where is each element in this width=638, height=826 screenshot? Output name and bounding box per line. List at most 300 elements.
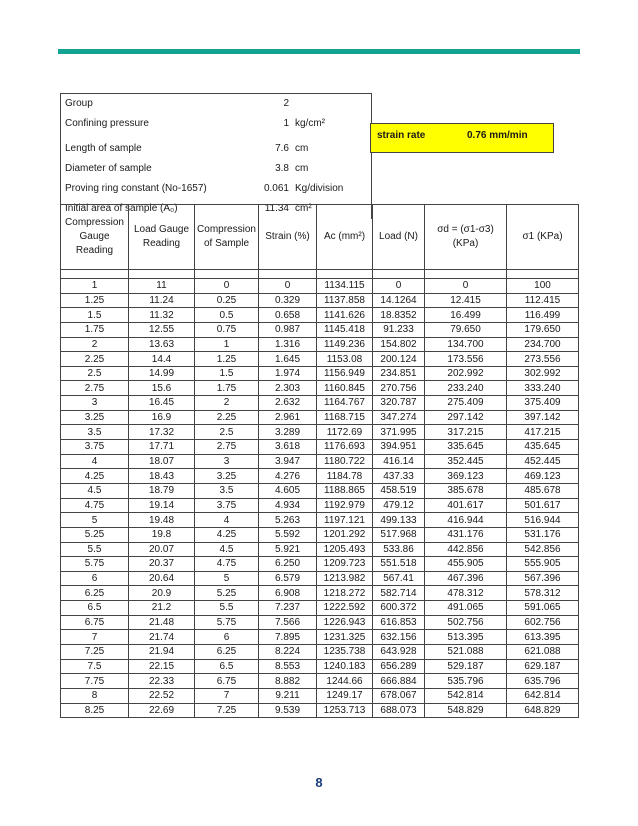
table-cell: 7.25: [195, 703, 259, 718]
table-cell: 134.700: [425, 337, 507, 352]
column-header: Load (N): [373, 205, 425, 270]
table-cell: 6.5: [195, 659, 259, 674]
table-cell: 4: [195, 513, 259, 528]
table-row: [61, 542, 579, 557]
table-cell: 3.618: [259, 440, 317, 455]
triaxial-data-table: [60, 204, 579, 718]
info-row-group: [61, 94, 371, 114]
table-cell: 3.75: [61, 440, 129, 455]
table-row: [61, 469, 579, 484]
table-cell: 6.5: [61, 601, 129, 616]
table-cell: 21.94: [129, 645, 195, 660]
table-row: [61, 630, 579, 645]
table-cell: 435.645: [507, 440, 579, 455]
table-cell: 542.814: [425, 688, 507, 703]
table-cell: 431.176: [425, 527, 507, 542]
table-cell: 1218.272: [317, 586, 373, 601]
table-cell: 3.289: [259, 425, 317, 440]
column-header: Compression of Sample: [195, 205, 259, 270]
column-header: Ac (mm²): [317, 205, 373, 270]
table-cell: 567.396: [507, 571, 579, 586]
table-cell: 2.75: [61, 381, 129, 396]
table-cell: 173.556: [425, 352, 507, 367]
table-cell: 270.756: [373, 381, 425, 396]
table-cell: 2.5: [195, 425, 259, 440]
info-value: 7.6: [275, 142, 289, 154]
table-cell: 19.14: [129, 498, 195, 513]
table-cell: 516.944: [507, 513, 579, 528]
page-number: 8: [315, 775, 323, 790]
table-cell: 0.658: [259, 308, 317, 323]
table-cell: 6.25: [61, 586, 129, 601]
table-row: [61, 440, 579, 455]
table-cell: 16.499: [425, 308, 507, 323]
table-row: [61, 293, 579, 308]
table-cell: 20.64: [129, 571, 195, 586]
table-cell: 5: [195, 571, 259, 586]
table-cell: 5.921: [259, 542, 317, 557]
table-cell: 9.211: [259, 688, 317, 703]
table-row: [61, 483, 579, 498]
table-cell: 91.233: [373, 322, 425, 337]
table-cell: 1180.722: [317, 454, 373, 469]
column-header: σd = (σ1-σ3) (KPa): [425, 205, 507, 270]
table-row: [61, 396, 579, 411]
table-cell: 5.75: [61, 557, 129, 572]
table-cell: 1244.66: [317, 674, 373, 689]
table-cell: 1.25: [61, 293, 129, 308]
table-cell: 442.856: [425, 542, 507, 557]
table-cell: 397.142: [507, 410, 579, 425]
table-cell: 1134.115: [317, 279, 373, 294]
table-cell: 1172.69: [317, 425, 373, 440]
info-label: Group: [65, 98, 93, 109]
table-cell: 6: [61, 571, 129, 586]
table-cell: 401.617: [425, 498, 507, 513]
table-cell: 2.25: [61, 352, 129, 367]
table-cell: 531.176: [507, 527, 579, 542]
spacer-cell: [259, 270, 317, 279]
table-cell: 666.884: [373, 674, 425, 689]
table-cell: 14.4: [129, 352, 195, 367]
table-cell: 2.75: [195, 440, 259, 455]
table-row: [61, 703, 579, 718]
info-row-proving-ring: [61, 179, 371, 199]
table-cell: 4: [61, 454, 129, 469]
table-cell: 1201.292: [317, 527, 373, 542]
table-cell: 1188.865: [317, 483, 373, 498]
table-cell: 347.274: [373, 410, 425, 425]
table-cell: 352.445: [425, 454, 507, 469]
table-cell: 6.250: [259, 557, 317, 572]
table-cell: 9.539: [259, 703, 317, 718]
table-cell: 5: [61, 513, 129, 528]
table-cell: 1222.592: [317, 601, 373, 616]
table-cell: 21.2: [129, 601, 195, 616]
table-row: [61, 513, 579, 528]
info-unit: cm²: [295, 203, 312, 215]
table-row: [61, 498, 579, 513]
info-value: 1: [283, 118, 289, 130]
table-cell: 7: [195, 688, 259, 703]
table-cell: 7: [61, 630, 129, 645]
table-cell: 12.415: [425, 293, 507, 308]
table-row: [61, 674, 579, 689]
info-unit: Kg/division: [295, 183, 344, 195]
table-cell: 234.700: [507, 337, 579, 352]
table-cell: 479.12: [373, 498, 425, 513]
table-cell: 467.396: [425, 571, 507, 586]
table-cell: 3: [61, 396, 129, 411]
table-cell: 0.25: [195, 293, 259, 308]
column-header: Strain (%): [259, 205, 317, 270]
table-cell: 642.814: [507, 688, 579, 703]
table-cell: 1235.738: [317, 645, 373, 660]
table-cell: 1168.715: [317, 410, 373, 425]
table-cell: 1184.78: [317, 469, 373, 484]
table-cell: 502.756: [425, 615, 507, 630]
table-cell: 320.787: [373, 396, 425, 411]
table-cell: 1164.767: [317, 396, 373, 411]
info-label: Proving ring constant (No-1657): [65, 183, 207, 195]
table-cell: 333.240: [507, 381, 579, 396]
table-row: [61, 688, 579, 703]
strain-rate-value: 0.76 mm/min: [467, 130, 528, 141]
table-cell: 7.237: [259, 601, 317, 616]
table-cell: 6.75: [61, 615, 129, 630]
spacer-cell: [507, 270, 579, 279]
table-row: [61, 645, 579, 660]
table-cell: 13.63: [129, 337, 195, 352]
column-header: Load Gauge Reading: [129, 205, 195, 270]
table-cell: 8.553: [259, 659, 317, 674]
table-cell: 8.224: [259, 645, 317, 660]
table-cell: 688.073: [373, 703, 425, 718]
table-cell: 14.1264: [373, 293, 425, 308]
table-cell: 1240.183: [317, 659, 373, 674]
table-cell: 0.5: [195, 308, 259, 323]
info-value: 0.061: [263, 183, 289, 195]
table-spacer-row: [61, 270, 579, 279]
table-cell: 616.853: [373, 615, 425, 630]
table-cell: 8.25: [61, 703, 129, 718]
table-cell: 621.088: [507, 645, 579, 660]
table-cell: 0.987: [259, 322, 317, 337]
table-cell: 452.445: [507, 454, 579, 469]
table-cell: 18.79: [129, 483, 195, 498]
table-cell: 179.650: [507, 322, 579, 337]
table-cell: 5.75: [195, 615, 259, 630]
table-cell: 1209.723: [317, 557, 373, 572]
table-cell: 5.263: [259, 513, 317, 528]
table-cell: 0: [195, 279, 259, 294]
table-cell: 385.678: [425, 483, 507, 498]
table-cell: 7.75: [61, 674, 129, 689]
table-row: [61, 279, 579, 294]
column-header: Compression Gauge Reading: [61, 205, 129, 270]
table-cell: 11.32: [129, 308, 195, 323]
table-cell: 1231.325: [317, 630, 373, 645]
table-cell: 4.5: [61, 483, 129, 498]
table-cell: 1226.943: [317, 615, 373, 630]
table-row: [61, 352, 579, 367]
table-cell: 1156.949: [317, 366, 373, 381]
table-cell: 6.579: [259, 571, 317, 586]
table-cell: 517.968: [373, 527, 425, 542]
table-cell: 6.908: [259, 586, 317, 601]
table-cell: 2.961: [259, 410, 317, 425]
table-header-row: [61, 205, 579, 270]
header-accent-bar: [58, 49, 580, 54]
table-row: [61, 601, 579, 616]
table-cell: 499.133: [373, 513, 425, 528]
table-cell: 0: [373, 279, 425, 294]
table-cell: 22.15: [129, 659, 195, 674]
table-cell: 4.934: [259, 498, 317, 513]
table-cell: 5.5: [195, 601, 259, 616]
table-cell: 20.9: [129, 586, 195, 601]
table-cell: 458.519: [373, 483, 425, 498]
table-cell: 1: [61, 279, 129, 294]
table-cell: 582.714: [373, 586, 425, 601]
table-cell: 335.645: [425, 440, 507, 455]
table-cell: 6.75: [195, 674, 259, 689]
table-cell: 369.123: [425, 469, 507, 484]
table-cell: 1205.493: [317, 542, 373, 557]
info-unit: cm: [295, 162, 309, 174]
table-cell: 3.25: [195, 469, 259, 484]
table-cell: 5.25: [195, 586, 259, 601]
table-cell: 1149.236: [317, 337, 373, 352]
table-cell: 273.556: [507, 352, 579, 367]
table-row: [61, 337, 579, 352]
info-row-confining-pressure: [61, 114, 371, 139]
table-cell: 7.25: [61, 645, 129, 660]
column-header: σ1 (KPa): [507, 205, 579, 270]
table-cell: 2.5: [61, 366, 129, 381]
table-cell: 112.415: [507, 293, 579, 308]
table-cell: 3.75: [195, 498, 259, 513]
table-cell: 629.187: [507, 659, 579, 674]
table-cell: 513.395: [425, 630, 507, 645]
table-row: [61, 366, 579, 381]
info-value: 3.8: [275, 162, 289, 174]
table-cell: 375.409: [507, 396, 579, 411]
table-cell: 2: [195, 396, 259, 411]
info-value: 2: [283, 98, 289, 109]
table-cell: 17.71: [129, 440, 195, 455]
table-cell: 501.617: [507, 498, 579, 513]
table-cell: 4.5: [195, 542, 259, 557]
table-cell: 7.566: [259, 615, 317, 630]
info-unit: kg/cm²: [295, 118, 325, 130]
spacer-cell: [129, 270, 195, 279]
table-cell: 643.928: [373, 645, 425, 660]
table-cell: 578.312: [507, 586, 579, 601]
table-cell: 1: [195, 337, 259, 352]
table-row: [61, 425, 579, 440]
table-cell: 8.882: [259, 674, 317, 689]
table-cell: 14.99: [129, 366, 195, 381]
table-cell: 15.6: [129, 381, 195, 396]
info-row-diameter: [61, 159, 371, 179]
spacer-cell: [195, 270, 259, 279]
table-cell: 297.142: [425, 410, 507, 425]
table-cell: 1253.713: [317, 703, 373, 718]
table-cell: 455.905: [425, 557, 507, 572]
table-cell: 21.48: [129, 615, 195, 630]
info-label: Confining pressure: [65, 118, 149, 130]
table-cell: 542.856: [507, 542, 579, 557]
table-cell: 485.678: [507, 483, 579, 498]
spacer-cell: [317, 270, 373, 279]
table-cell: 4.605: [259, 483, 317, 498]
table-cell: 613.395: [507, 630, 579, 645]
table-cell: 529.187: [425, 659, 507, 674]
spacer-cell: [61, 270, 129, 279]
table-cell: 1176.693: [317, 440, 373, 455]
table-cell: 22.69: [129, 703, 195, 718]
table-cell: 1160.845: [317, 381, 373, 396]
table-cell: 0: [259, 279, 317, 294]
table-cell: 394.951: [373, 440, 425, 455]
table-cell: 371.995: [373, 425, 425, 440]
table-cell: 0: [425, 279, 507, 294]
table-cell: 116.499: [507, 308, 579, 323]
table-cell: 6: [195, 630, 259, 645]
info-label: Initial area of sample (A₀): [65, 203, 178, 215]
table-row: [61, 322, 579, 337]
table-cell: 302.992: [507, 366, 579, 381]
info-row-length: [61, 139, 371, 159]
table-cell: 632.156: [373, 630, 425, 645]
table-cell: 1192.979: [317, 498, 373, 513]
table-cell: 1.645: [259, 352, 317, 367]
spacer-cell: [373, 270, 425, 279]
table-cell: 533.86: [373, 542, 425, 557]
table-cell: 478.312: [425, 586, 507, 601]
table-cell: 4.25: [195, 527, 259, 542]
table-cell: 656.289: [373, 659, 425, 674]
table-row: [61, 527, 579, 542]
table-cell: 635.796: [507, 674, 579, 689]
table-cell: 548.829: [425, 703, 507, 718]
table-cell: 4.25: [61, 469, 129, 484]
table-cell: 5.5: [61, 542, 129, 557]
table-cell: 2: [61, 337, 129, 352]
table-cell: 2.303: [259, 381, 317, 396]
table-cell: 100: [507, 279, 579, 294]
table-cell: 1141.626: [317, 308, 373, 323]
table-cell: 11: [129, 279, 195, 294]
table-cell: 4.75: [61, 498, 129, 513]
table-cell: 7.5: [61, 659, 129, 674]
table-cell: 21.74: [129, 630, 195, 645]
table-cell: 202.992: [425, 366, 507, 381]
table-cell: 18.07: [129, 454, 195, 469]
table-cell: 3: [195, 454, 259, 469]
table-cell: 2.25: [195, 410, 259, 425]
table-cell: 16.45: [129, 396, 195, 411]
table-cell: 1137.858: [317, 293, 373, 308]
table-cell: 234.851: [373, 366, 425, 381]
table-cell: 20.07: [129, 542, 195, 557]
table-cell: 1.75: [61, 322, 129, 337]
table-cell: 233.240: [425, 381, 507, 396]
table-cell: 200.124: [373, 352, 425, 367]
table-cell: 0.75: [195, 322, 259, 337]
table-cell: 12.55: [129, 322, 195, 337]
table-cell: 19.8: [129, 527, 195, 542]
strain-rate-label: strain rate: [377, 130, 426, 141]
table-cell: 1.974: [259, 366, 317, 381]
table-cell: 17.32: [129, 425, 195, 440]
table-cell: 3.947: [259, 454, 317, 469]
table-cell: 18.8352: [373, 308, 425, 323]
table-cell: 555.905: [507, 557, 579, 572]
table-cell: 3.25: [61, 410, 129, 425]
table-cell: 469.123: [507, 469, 579, 484]
table-cell: 22.33: [129, 674, 195, 689]
table-cell: 491.065: [425, 601, 507, 616]
table-row: [61, 557, 579, 572]
table-cell: 22.52: [129, 688, 195, 703]
table-cell: 154.802: [373, 337, 425, 352]
table-cell: 11.24: [129, 293, 195, 308]
table-cell: 567.41: [373, 571, 425, 586]
table-row: [61, 571, 579, 586]
table-cell: 1197.121: [317, 513, 373, 528]
table-cell: 6.25: [195, 645, 259, 660]
table-cell: 4.75: [195, 557, 259, 572]
info-value: 11.34: [264, 203, 289, 215]
table-cell: 3.5: [61, 425, 129, 440]
table-cell: 4.276: [259, 469, 317, 484]
table-cell: 521.088: [425, 645, 507, 660]
table-cell: 18.43: [129, 469, 195, 484]
table-cell: 602.756: [507, 615, 579, 630]
table-row: [61, 659, 579, 674]
sample-info-panel: [60, 93, 372, 219]
info-unit: cm: [295, 142, 309, 154]
table-cell: 416.14: [373, 454, 425, 469]
table-cell: 1249.17: [317, 688, 373, 703]
table-row: [61, 454, 579, 469]
table-cell: 1.5: [61, 308, 129, 323]
table-cell: 551.518: [373, 557, 425, 572]
table-cell: 275.409: [425, 396, 507, 411]
table-cell: 416.944: [425, 513, 507, 528]
table-cell: 317.215: [425, 425, 507, 440]
table-cell: 1.25: [195, 352, 259, 367]
table-row: [61, 615, 579, 630]
table-cell: 1213.982: [317, 571, 373, 586]
table-cell: 1153.08: [317, 352, 373, 367]
table-row: [61, 586, 579, 601]
table-cell: 591.065: [507, 601, 579, 616]
table-cell: 16.9: [129, 410, 195, 425]
table-cell: 3.5: [195, 483, 259, 498]
spacer-cell: [425, 270, 507, 279]
table-cell: 1.316: [259, 337, 317, 352]
table-row: [61, 381, 579, 396]
table-cell: 8: [61, 688, 129, 703]
strain-rate-box: [370, 123, 554, 153]
table-cell: 535.796: [425, 674, 507, 689]
info-label: Length of sample: [65, 142, 142, 154]
table-cell: 1145.418: [317, 322, 373, 337]
table-row: [61, 410, 579, 425]
